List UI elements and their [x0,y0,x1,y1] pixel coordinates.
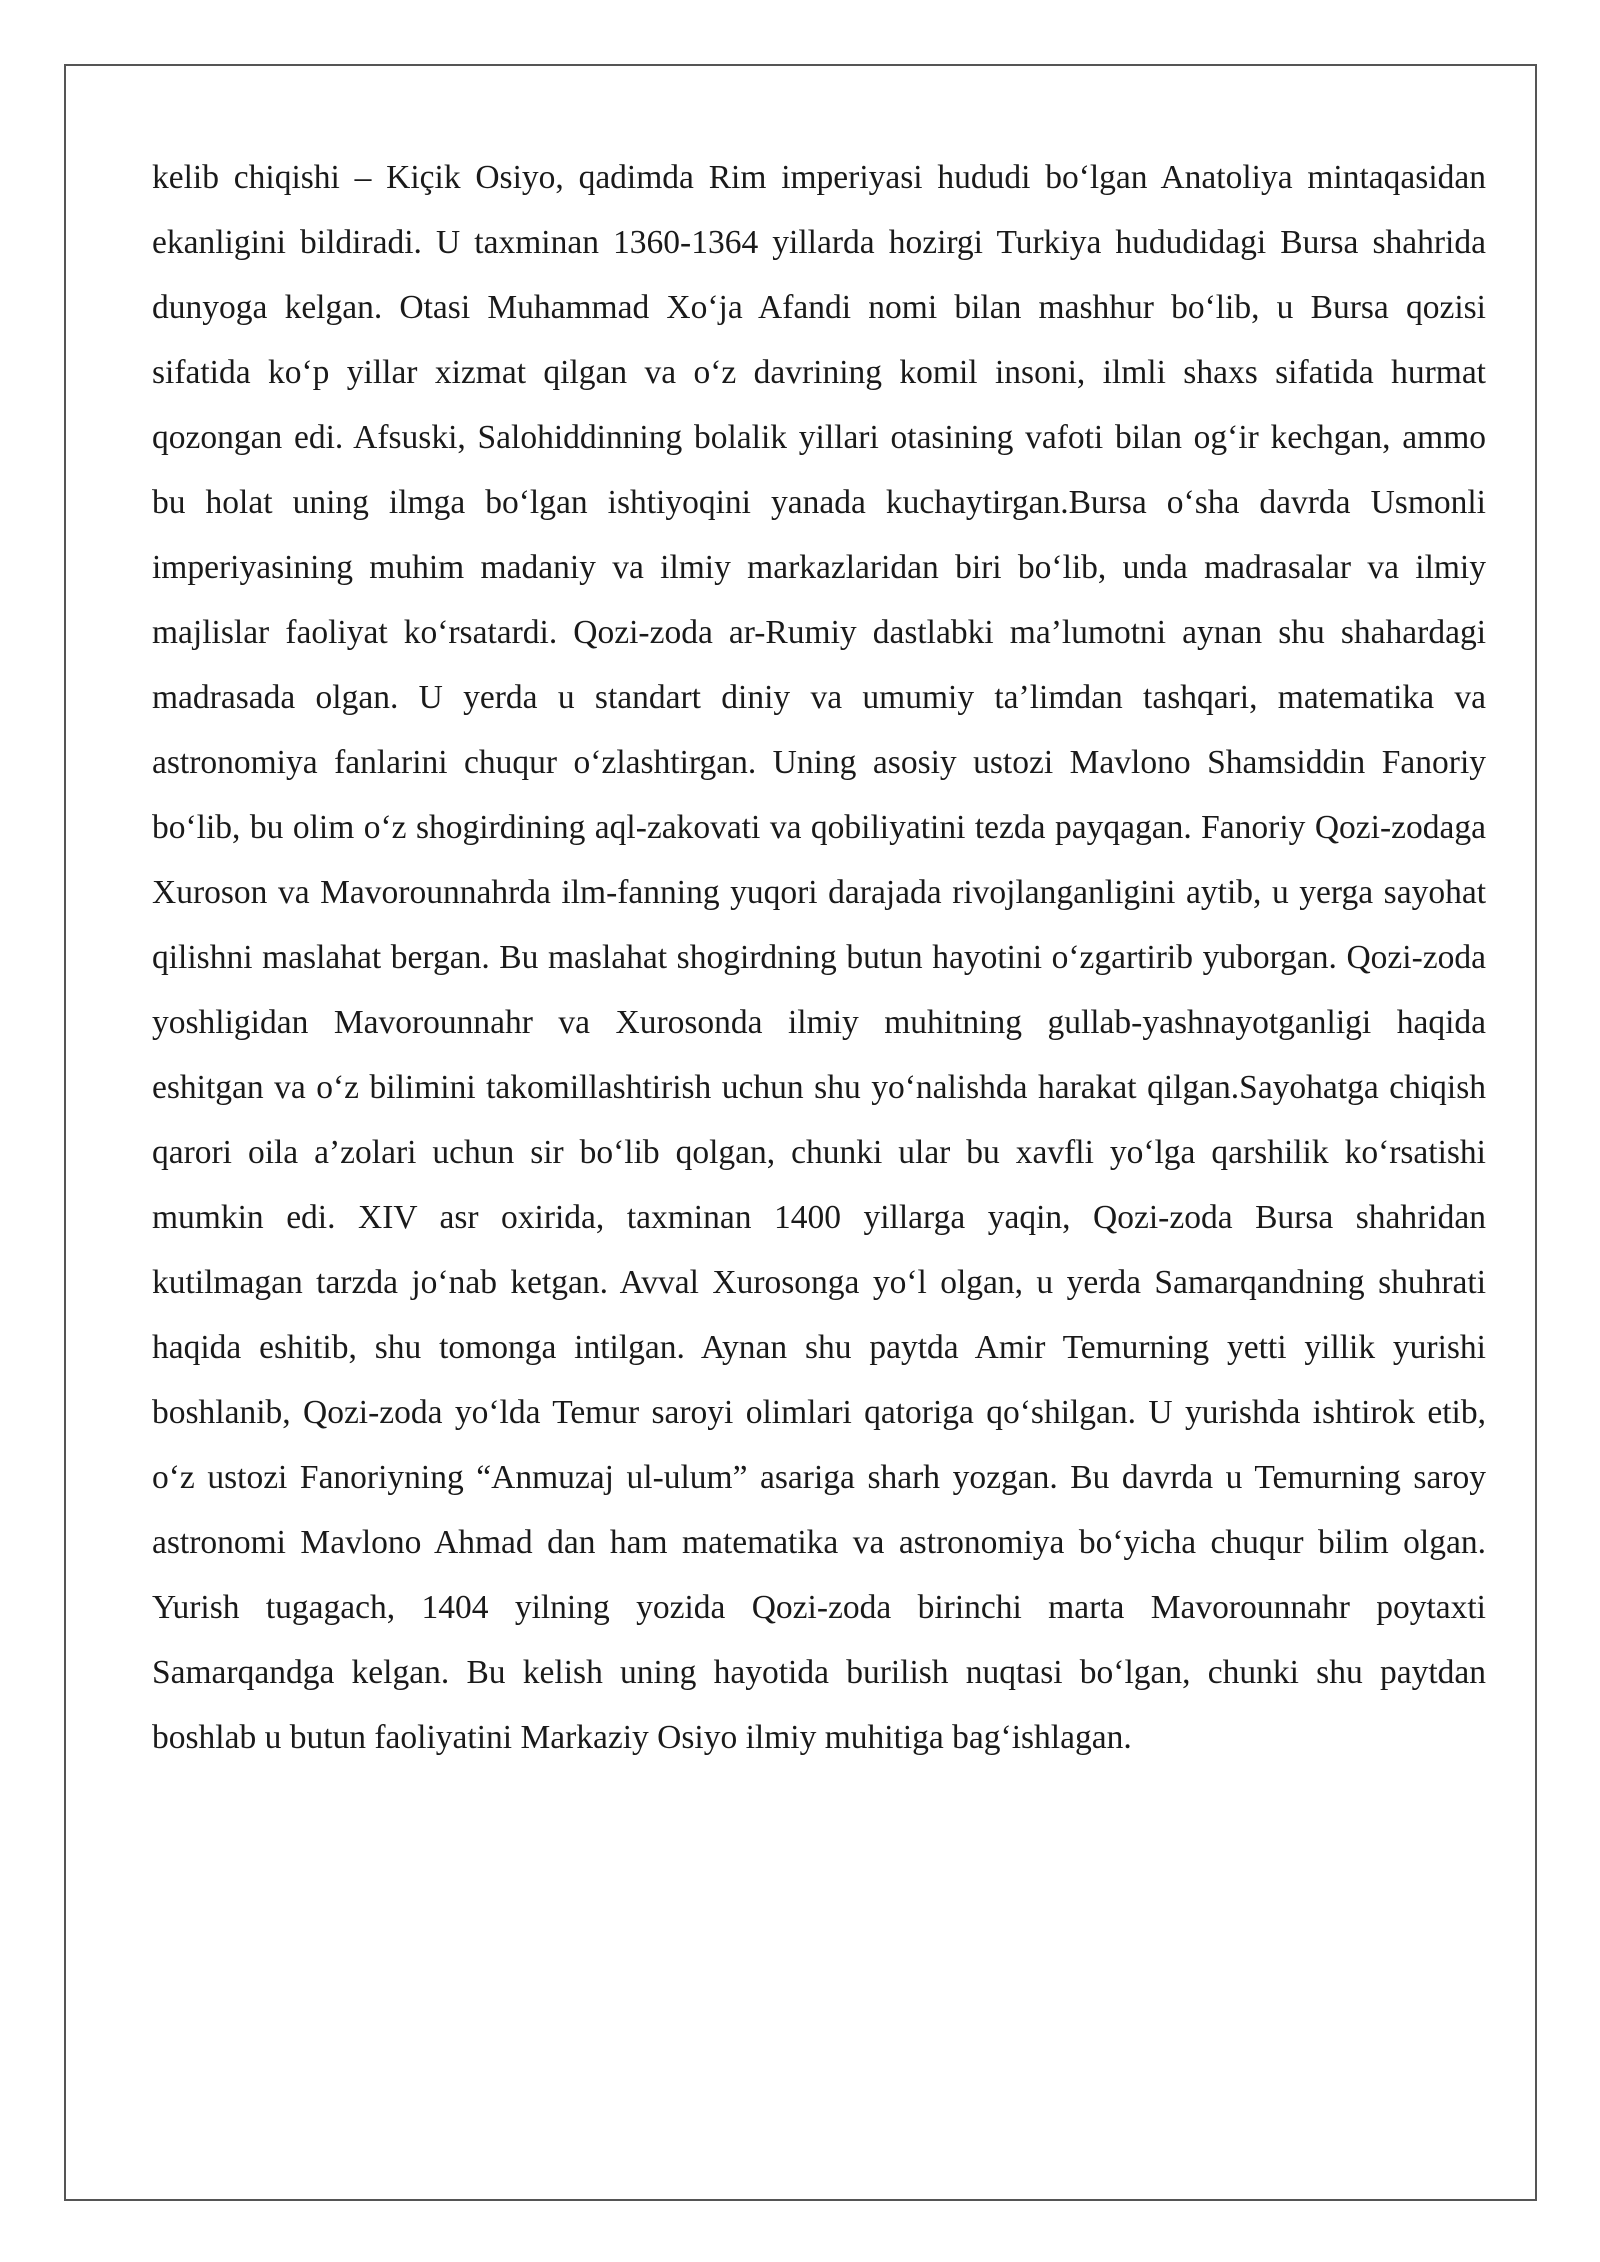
body-paragraph: kelib chiqishi – Kiçik Osiyo, qadimda Rim imperiyasi hududi bo‘lgan Anatoliya mintaqasidan ekanligini bildiradi. U taxminan 1360-1364 yillarda hozirgi Turkiya hududidagi Bursa shahrida dunyoga kelgan. Otasi Muhammad Xo‘ja Afandi nomi bilan mashhur bo‘lib, u Bursa qozisi sifatida ko‘p yillar xizmat qilgan va o‘z davrining komil insoni, ilmli shaxs sifatida hurmat qozongan edi. Afsuski, Salohiddinning bolalik yillari otasining vafoti bilan og‘ir kechgan, ammo bu holat uning ilmga bo‘lgan ishtiyoqini yanada kuchaytirgan.Bursa o‘sha davrda Usmonli imperiyasining muhim madaniy va ilmiy markazlaridan biri bo‘lib, unda madrasalar va ilmiy majlislar faoliyat ko‘rsatardi. Qozi-zoda ar-Rumiy dastlabki ma’lumotni aynan shu shahardagi madrasada olgan. U yerda u standart diniy va umumiy ta’limdan tashqari, matematika va astronomiya fanlarini chuqur o‘zlashtirgan. Uning asosiy ustozi Mavlono Shamsiddin Fanoriy bo‘lib, bu olim o‘z shogirdining aql-zakovati va qobiliyatini tezda payqagan. Fanoriy Qozi-zodaga Xuroson va Mavorounnahrda ilm-fanning yuqori darajada rivojlanganligini aytib, u yerga sayohat qilishni maslahat bergan. Bu maslahat shogirdning butun hayotini o‘zgartirib yuborgan. Qozi-zoda yoshligidan Mavorounnahr va Xurosonda ilmiy muhitning gullab-yashnayotganligi haqida eshitgan va o‘z bilimini takomillashtirish uchun shu yo‘nalishda harakat qilgan.Sayohatga chiqish qarori oila a’zolari uchun sir bo‘lib qolgan, chunki ular bu xavfli yo‘lga qarshilik ko‘rsatishi mumkin edi. XIV asr oxirida, taxminan 1400 yillarga yaqin, Qozi-zoda Bursa shahridan kutilmagan tarzda jo‘nab ketgan. Avval Xurosonga yo‘l olgan, u yerda Samarqandning shuhrati haqida eshitib, shu tomonga intilgan. Aynan shu paytda Amir Temurning yetti yillik yurishi boshlanib, Qozi-zoda yo‘lda Temur saroyi olimlari qatoriga qo‘shilgan. U yurishda ishtirok etib, o‘z ustozi Fanoriyning “Anmuzaj ul-ulum” asariga sharh yozgan. Bu davrda u Temurning saroy astronomi Mavlono Ahmad dan ham matematika va astronomiya bo‘yicha chuqur bilim olgan. Yurish tugagach, 1404 yilning yozida Qozi-zoda birinchi marta Mavorounnahr poytaxti Samarqandga kelgan. Bu kelish uning hayotida burilish nuqtasi bo‘lgan, chunki shu paytdan boshlab u butun faoliyatini Markaziy Osiyo ilmiy muhitiga bag‘ishlagan. [152,159,1486,1756]
